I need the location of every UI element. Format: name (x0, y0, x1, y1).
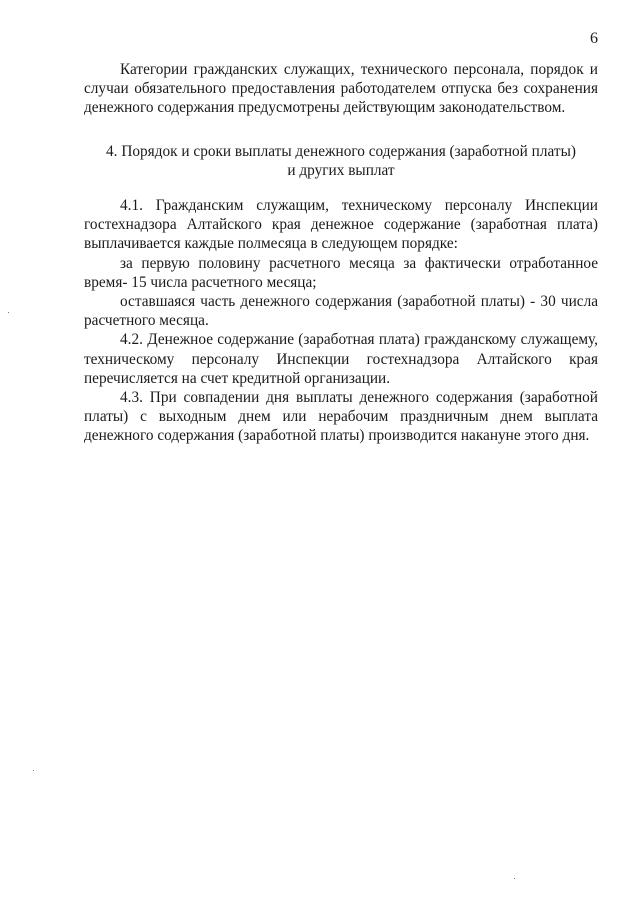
section-heading-line-1: 4. Порядок и сроки выплаты денежного содержания (заработной платы) (106, 142, 576, 160)
section-heading (84, 142, 598, 180)
scan-speck (514, 878, 515, 879)
clause-4-3: 4.3. При совпадении дня выплаты денежного содержания (заработной платы) с выходным днем или нерабочим праздничным днем выплата денежного содержания (заработной платы) производится накануне этого дня. (84, 389, 598, 445)
scan-speck (33, 770, 34, 771)
section-heading-line-2: и других выплат (287, 161, 395, 179)
clause-4-1: 4.1. Гражданским служащим, техническому персоналу Инспекции гостехнадзора Алтайского края денежное содержание (заработная плата) выплачивается каждые полмесяца в следующем порядке: (84, 197, 598, 253)
document-body (84, 60, 598, 446)
section-body (84, 196, 598, 446)
intro-paragraph: Категории гражданских служащих, технического персонала, порядок и случаи обязательного предоставления работодателем отпуска без сохранения денежного содержания предусмотрены действующим законодательством. (84, 61, 598, 117)
scan-speck (8, 312, 9, 313)
clause-4-1-item-1: за первую половину расчетного месяца за фактически отработанное время- 15 числа расчетного месяца; (84, 254, 598, 291)
page-number: 6 (590, 30, 598, 47)
clause-4-2: 4.2. Денежное содержание (заработная плата) гражданскому служащему, техническому персоналу Инспекции гостехнадзора Алтайского края перечисляется на счет кредитной организации. (84, 331, 598, 387)
clause-4-1-item-2: оставшаяся часть денежного содержания (заработной платы) - 30 числа расчетного месяца. (84, 293, 598, 330)
